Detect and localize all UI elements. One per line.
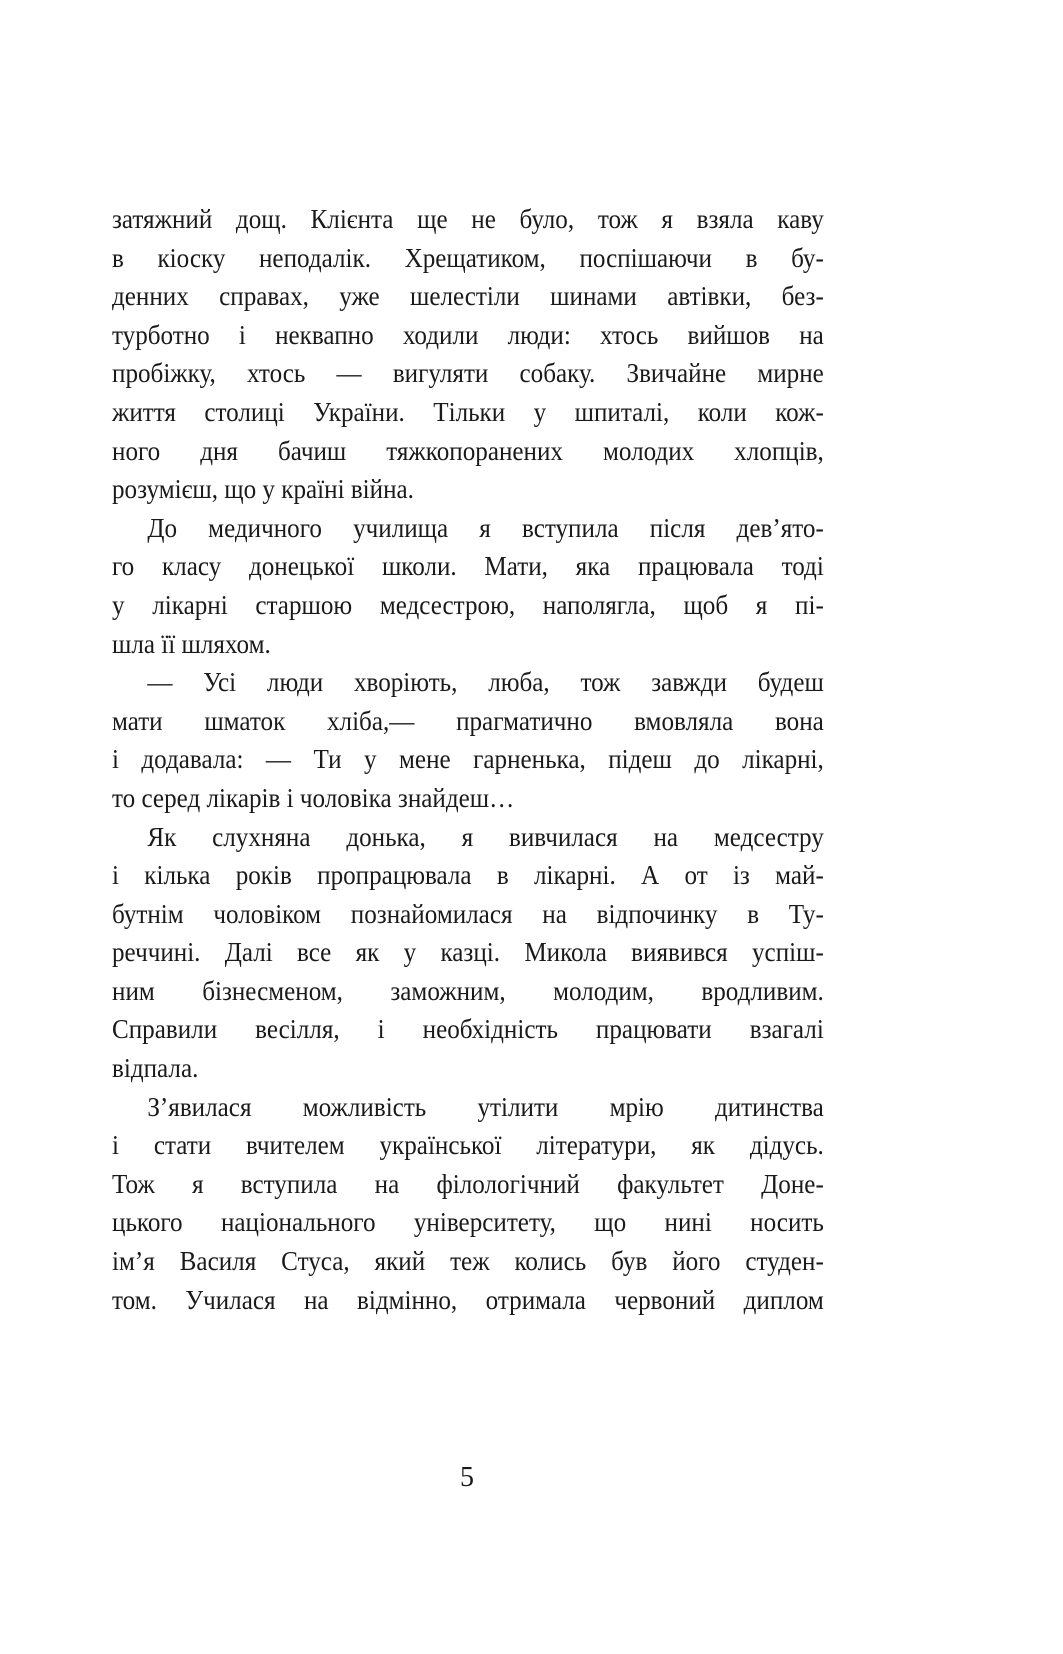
- body-text: [112, 200, 824, 1319]
- text-line: го класу донецької школи. Мати, яка працювала тоді: [112, 551, 824, 582]
- text-line: і кілька років пропрацювала в лікарні. А от із май-: [112, 860, 824, 891]
- text-line: відпала.: [112, 1053, 199, 1084]
- text-line: цького національного університету, що нині носить: [112, 1207, 824, 1238]
- text-line: ного дня бачиш тяжкопоранених молодих хлопців,: [112, 435, 824, 466]
- text-line: і стати вчителем української літератури, як дідусь.: [112, 1130, 824, 1161]
- text-line: бутнім чоловіком познайомилася на відпочинку в Ту-: [112, 898, 824, 929]
- text-line: Як слухняна донька, я вивчилася на медсестру: [147, 821, 824, 852]
- text-line: денних справах, уже шелестіли шинами автівки, без-: [112, 281, 824, 312]
- text-line: реччині. Далі все як у казці. Микола виявився успіш-: [112, 937, 824, 968]
- text-line: ім’я Василя Стуса, який теж колись був його студен-: [112, 1246, 824, 1277]
- text-line: і додавала: — Ти у мене гарненька, підеш до лікарні,: [112, 744, 824, 775]
- page-number: 5: [460, 1462, 474, 1493]
- text-line: том. Училася на відмінно, отримала червоний диплом: [112, 1284, 824, 1315]
- text-line: З’явилася можливість утілити мрію дитинства: [147, 1091, 824, 1122]
- text-line: розумієш, що у країні війна.: [112, 474, 414, 505]
- text-line: мати шматок хліба,— прагматично вмовляла вона: [112, 705, 824, 736]
- text-line: шла її шляхом.: [112, 628, 271, 659]
- text-line: До медичного училища я вступила після дев’ято-: [147, 512, 824, 543]
- text-line: то серед лікарів і чоловіка знайдеш…: [112, 782, 515, 813]
- text-line: пробіжку, хтось — вигуляти собаку. Звичайне мирне: [112, 358, 824, 389]
- text-line: Тож я вступила на філологічний факультет Доне-: [112, 1168, 824, 1199]
- text-line: затяжний дощ. Клієнта ще не було, тож я взяла каву: [112, 204, 824, 234]
- text-line: в кіоску неподалік. Хрещатиком, поспішаючи в бу-: [112, 242, 824, 273]
- text-line: ним бізнесменом, заможним, молодим, вродливим.: [112, 975, 824, 1006]
- text-line: Справили весілля, і необхідність працювати взагалі: [112, 1014, 824, 1045]
- text-line: життя столиці України. Тільки у шпиталі, коли кож-: [112, 396, 824, 427]
- text-line: у лікарні старшою медсестрою, наполягла, щоб я пі-: [112, 589, 824, 620]
- text-line: — Усі люди хворіють, люба, тож завжди будеш: [147, 667, 824, 698]
- text-line: турботно і неквапно ходили люди: хтось вийшов на: [112, 319, 824, 350]
